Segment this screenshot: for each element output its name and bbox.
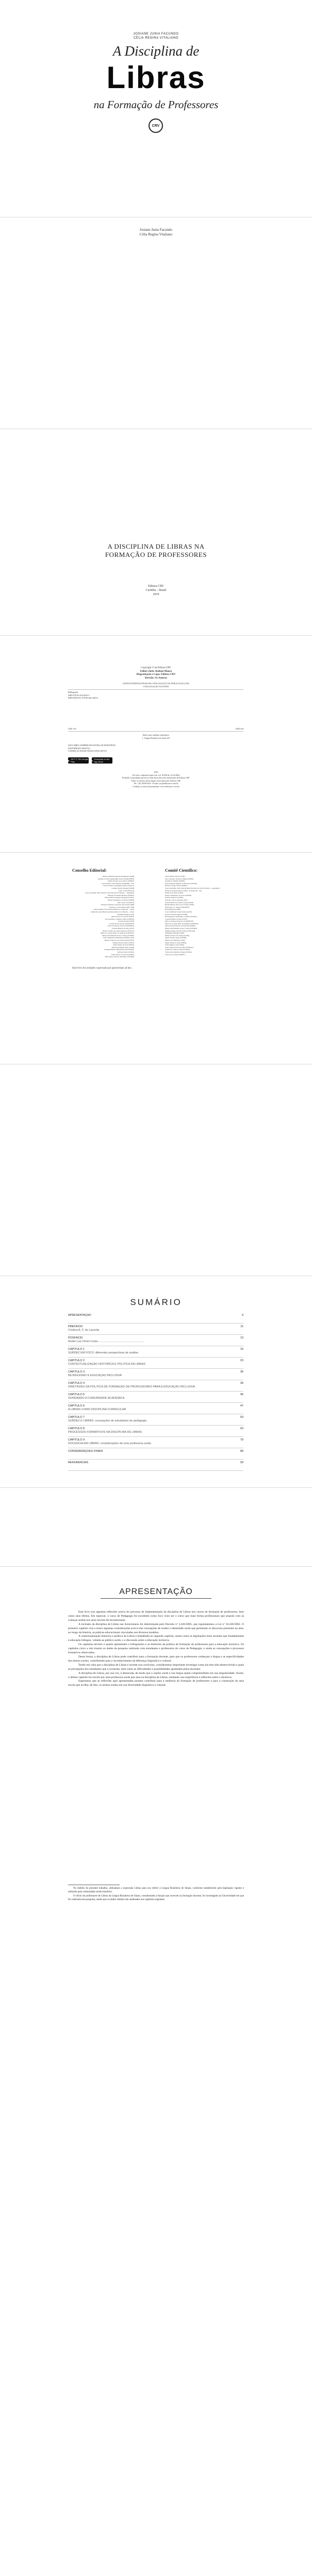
council-member: Leonel Severo Rocha (UNISINOS) xyxy=(109,922,134,925)
toc-entry-title: PREFÁCIO xyxy=(68,1325,83,1328)
council-member: Marcos Vinicius Francisco (UNOESTE) xyxy=(165,920,193,923)
toc-entry-title: CAPÍTULO 7 xyxy=(68,1416,85,1419)
presentation-paragraph: Os capítulos terceiro e quarto apresentam o bilinguismo e as diretrizes da política de formação de professores para a educação inclusiva. Os capítulos cinco a oito trazem os dados da pesquisa realizada com estudantes e professores do curso de Pedagogia, e ainda as concepções e processos formativos observados. xyxy=(68,1643,244,1655)
toc-entry-subtitle: CONTEXTUALIZAÇÃO HISTÓRICA E POLÍTICA DA LIBRAS xyxy=(68,1363,146,1366)
toc-entry[interactable] xyxy=(68,1437,243,1448)
council-member: Tadeu Oliver Gonçalves (UFPA) xyxy=(111,953,134,956)
layout-credit: Diagramação e Capa: Editora CRV xyxy=(136,673,176,676)
council-member: Ilma Passos A. Veiga (UNICEUB) xyxy=(165,906,189,908)
cip-header xyxy=(0,682,312,688)
council-member: Kilwangy Kya Kapitango-a-Samba (Unemat) xyxy=(165,916,197,918)
cip-subtitle: CATALOGAÇÃO NA FONTE xyxy=(143,685,169,688)
toc-entry[interactable] xyxy=(68,1392,243,1403)
cover-author-2: CÉLIA REGINA VITALIANO xyxy=(133,37,179,40)
presentation-paragraph: Esperamos que as reflexões aqui apresentadas possam contribuir para a melhoria da formação de professores e para a construção de uma escola que acolha, de fato, os alunos surdos em sua diversidade linguística e cultural. xyxy=(68,1680,244,1687)
toc-entry-page: 39 xyxy=(240,1382,243,1385)
toc-entry-page: 9 xyxy=(241,1314,243,1317)
council-member: Mônica Pereira dos Santos (UFRJ) xyxy=(165,934,190,937)
toc-entry[interactable] xyxy=(68,1380,243,1392)
toc-entry-page: 89 xyxy=(240,1450,243,1453)
footnote: O ofício de professores de Libras da Língua Brasileira de Sinais, considerando a função que exercem na formação docente, foi investigado na Universidade em que foi realizada esta pesquisa, sendo que os dados obtidos são analisados nos capítulos seguintes. xyxy=(68,1895,244,1901)
half-title-authors xyxy=(0,228,312,237)
council-member: Tania Suely Azevedo Brasileiro (UFOPA) xyxy=(105,956,134,958)
council-member: Lourdes Helena da Silva (UFV) xyxy=(165,918,188,920)
council-member: Altair Alberto Fávero (UPF) xyxy=(165,875,185,877)
toc-entry-title: POSFÁCIO xyxy=(68,1336,83,1340)
council-member: Lídia de Oliveira Xavier (UNIEURO) xyxy=(107,925,134,927)
toc-entry-title: CONSIDERAÇÕES FINAIS xyxy=(68,1450,103,1453)
toc-entry-page: 79 xyxy=(240,1438,243,1442)
council-member: Rodrigo Pratte-Santos (UFES) xyxy=(112,941,134,944)
legal-line-2: Proibida a reprodução parcial ou total desta obra sem autorização da Editora CRV xyxy=(122,776,190,779)
council-member: Diosnel Centurion (Univ Americ. de Asunción – Py) xyxy=(165,889,202,892)
cip-record xyxy=(68,689,243,732)
council-member: Maria de Lourdes Pinto de Almeida (UNOESC) xyxy=(100,932,134,935)
toc-entry-title: CAPÍTULO 3 xyxy=(68,1370,85,1374)
council-member: Josania Portela (UFPI) xyxy=(118,920,134,923)
editorial-council-title: Conselho Editorial: xyxy=(72,868,107,873)
toc-entry[interactable] xyxy=(68,1335,243,1346)
digital-notice-line-2: EM FORMATO DIGITAL. xyxy=(68,747,91,750)
council-member: Solange Helena Ximenes-Rocha (UFOPA) xyxy=(104,948,134,951)
legal-line-4: Tel.: (41) 3039-6418 - E-mail: sac@editoracrv.com.br xyxy=(134,782,178,785)
council-member: Suzana dos Santos Gomes (UFMG) xyxy=(165,948,190,951)
council-member: Nilson José Machado (USP) xyxy=(165,939,185,942)
toc-entry-subtitle: BILINGUISMO E EDUCAÇÃO INCLUSIVA xyxy=(68,1374,122,1377)
half-title-page xyxy=(0,217,312,429)
council-member: Helder Buenos Aires de Carvalho (UFPI) xyxy=(165,904,194,906)
play-icon: ▶ xyxy=(68,759,70,762)
app-notice: CONHEÇA E BAIXE NOSSO APLICATIVO! xyxy=(68,750,107,752)
toc-entry-subtitle: André Luiz Omizi Costa .......................................................... xyxy=(68,1340,144,1343)
blank-page xyxy=(0,1064,312,1276)
council-member: Gláucia Maria dos Santos Jorge (UFOP) xyxy=(165,901,193,904)
scientific-committee-list xyxy=(165,875,253,956)
half-title-author-1: Josiane Junia Facundo xyxy=(140,228,172,232)
council-member: Carlos Federico Dominguez Avila (Unieuro) xyxy=(103,885,134,887)
toc-entry-page: 53 xyxy=(240,1416,243,1419)
council-member: Carmen Tereza Velanga (UNIR) xyxy=(111,887,134,889)
presentation-paragraph: Este livro traz algumas reflexões acerca do processo de implementação da disciplina de Libras nos cursos de formação de professores, bem como seus efeitos. Em especial, o curso de Pedagogia foi escolhido como foco visto ser o curso que mais forma profissionais que atuarão com as crianças surdas nos anos iniciais de escolarização. xyxy=(68,1611,244,1622)
editorial-council-list xyxy=(57,875,134,958)
toc-entry[interactable] xyxy=(68,1414,243,1426)
council-member: Antônio Pereira Gaio Júnior (UFRRJ) xyxy=(107,880,134,883)
council-member: Barbara Coelho Neves (UFBA) xyxy=(165,885,187,887)
toc-entry-subtitle: SONDANDO A COMUNIDADE ACADÊMICA xyxy=(68,1397,125,1400)
presentation-body xyxy=(68,1611,244,1688)
council-member: Maria de Lourdes Pinto de Almeida (UNOESC) xyxy=(165,922,199,925)
presentation-paragraph: A disciplina de Libras, por sua vez, é destacada, de modo que o sujeito surdo e sua língua sejam compreendidos em sua singularidade. Assim, o último capítulo foi escrito por uma professora surda que atua na disciplina de Libras, relatando sua experiência e reflexões sobre a docência. xyxy=(68,1671,244,1679)
council-member: João Adalberto Campato Junior (UNESP) xyxy=(105,918,134,920)
title-page-imprint xyxy=(0,584,312,597)
council-member: Guillermo Arias Beatón (Universidade de La Havana – Cuba) xyxy=(91,910,134,913)
council-member: Elizeu Clementino de Souza (UNEB) xyxy=(165,894,191,896)
presentation-title-rule xyxy=(101,1598,211,1599)
council-member: Maria Lília Imbiriba Sousa Colares (UFOPA) xyxy=(102,934,134,937)
toc-entry-title: APRESENTAÇÃO xyxy=(68,1314,91,1317)
app-store-badge[interactable]: ● Download on the App Store xyxy=(92,757,112,764)
editor-chief: Editor-chefe: Railson Moura xyxy=(140,670,172,673)
cip-cdd: CDD 419 xyxy=(235,727,243,730)
cip-title: DADOS INTERNACIONAIS DE CATALOGAÇÃO NA PUBLICAÇÃO (CIP) xyxy=(123,682,189,685)
toc-divider xyxy=(68,1470,243,1471)
publisher-city: Curitiba – Brasil xyxy=(145,589,167,592)
council-member: Carlos Alberto Vilar Estêvão (UMINHO – PT) xyxy=(101,882,134,885)
toc-entry[interactable] xyxy=(68,1460,243,1471)
toc-entry-page: 11 xyxy=(240,1325,243,1328)
council-member: Andréia da Silva Quintanilha Sousa (UNIR/UFRN) xyxy=(98,877,134,880)
toc-entry-subtitle: SURDEZ EM FOCO: diferentes perspectivas de análise xyxy=(68,1351,139,1354)
title-page-title-line-2: FORMAÇÃO DE PROFESSORES xyxy=(105,551,207,558)
presentation-paragraph: Desta forma, a disciplina de Libras pode contribuir para a formação docente, para que os professores conheçam a língua e as especificidades dos alunos surdos, contribuindo para o reconhecimento da diferença linguística e cultural. xyxy=(68,1655,244,1663)
cip-bibliography: Bibliografia xyxy=(68,691,78,693)
toc-entry-page: 35 xyxy=(240,1370,243,1374)
council-member: Gloria Fariñas León (Universidade de La Havana – Cuba) xyxy=(93,908,134,911)
toc-entry-subtitle: DIRETRIZES DA POLÍTICA DE FORMAÇÃO DE PROFESSORES PARA A EDUCAÇÃO INCLUSIVA xyxy=(68,1385,195,1388)
footnote: No âmbito do presente trabalho, utilizamos a expressão Libras para nos referir à Língua Brasileira de Sinais, conforme estabelecido pela legislação vigente e utilizado pela comunidade surda brasileira. xyxy=(68,1887,244,1893)
title-page xyxy=(0,429,312,635)
review-credit: Revisão: As Autoras xyxy=(144,676,168,680)
council-member: Sérgio Nunes de Jesus (IFRO) xyxy=(165,941,187,944)
toc-entry[interactable] xyxy=(68,1448,243,1460)
council-member: Míghian Danae Ferreira Nunes (UNILAB) xyxy=(165,929,195,932)
publisher-logo: CRV xyxy=(149,118,163,133)
footnotes xyxy=(68,1887,244,1903)
council-member: Helmuth Krüger (UCP) xyxy=(117,913,134,916)
toc-entry-subtitle: Cristina B. F. de Lacerda xyxy=(68,1329,100,1332)
toc-entry[interactable] xyxy=(68,1346,243,1358)
publisher-name: Editora CRV xyxy=(147,585,165,588)
toc-entry-page: 15 xyxy=(240,1348,243,1351)
presentation-paragraph: A contextualização histórica e política da Libras é trabalhada no segundo capítulo, assim como as legislações mais recentes que fundamentam a educação bilíngue, voltada ao público surdo, e a discussão sobre a educação inclusiva. xyxy=(68,1635,244,1642)
toc-entry-title: CAPÍTULO 6 xyxy=(68,1404,85,1408)
toc-entry-subtitle: SURDEZ E LIBRAS: concepções de estudantes de pedagogia xyxy=(68,1419,147,1422)
digital-notice-line-1: ESTA OBRA TAMBÉM ENCONTRA-SE DISPONÍVEL xyxy=(68,744,116,747)
toc-entry[interactable] xyxy=(68,1369,243,1380)
cover-page xyxy=(0,0,312,216)
council-member: Francisco Carlos Duarte (PUC-PR) xyxy=(109,906,134,908)
toc-entry-title: REFERÊNCIAS xyxy=(68,1461,89,1464)
publication-year: 2019 xyxy=(153,593,159,596)
toc-entry-title: CAPÍTULO 9 xyxy=(68,1438,85,1442)
council-member: Fernando Antônio Gonçalves Alcoforado (IPB) xyxy=(101,904,134,906)
council-member: José de Ribamar Sousa Pereira (UCB) xyxy=(165,910,192,913)
council-member: Jailson Alves dos Santos (UFRJ) xyxy=(111,916,134,918)
half-title-author-2: Célia Regina Vitaliano xyxy=(139,232,173,236)
toc-title: SUMÁRIO xyxy=(130,1297,182,1307)
council-member: Maria Eurácia Barreto de Andrade (UFRB) xyxy=(165,925,195,927)
toc-entry[interactable] xyxy=(68,1426,243,1437)
council-member: Ana Chrystina Venancio Mignot (UERJ) xyxy=(165,877,194,880)
index-title: Índice para catálogo sistemático xyxy=(142,734,170,736)
apple-icon: ● xyxy=(92,759,93,762)
digital-notice xyxy=(68,744,171,753)
cip-cdu: CDU 376 xyxy=(68,727,76,730)
council-member: Vera Lucia Gaspar (UDESC) xyxy=(165,953,186,956)
copyright-credits xyxy=(0,667,312,680)
toc-entry-page: 13 xyxy=(240,1336,243,1340)
council-member: Cesar Gerónimo Tello (Universidad Nacional de Três de Febrero – Argentina) xyxy=(165,887,220,889)
council-member: Simone Rodrigues Pinto (UNB) xyxy=(111,946,134,948)
presentation-title: APRESENTAÇÃO xyxy=(119,1587,193,1596)
council-member: Maria Cristina dos Santos Bezerra (UFSCar) xyxy=(103,929,134,932)
legal-line-5: Conheça os nossos lançamentos: www.editoracrv.com.br xyxy=(133,785,179,788)
legal-line-3: Todos os direitos desta edição reservados pela: Editora CRV xyxy=(131,779,181,782)
app-badges xyxy=(68,757,112,764)
council-member: Vânia Alves Martins Chaigar (FURG) xyxy=(165,951,192,953)
council-member: Eduardo Fernandes Barbosa (UFMG) xyxy=(107,894,134,896)
scientific-committee-title: Comitê Científico: xyxy=(165,868,198,873)
toc-entry-subtitle: PROCESSOS FORMATIVOS NA DISCIPLINA DE LIBRAS xyxy=(68,1431,142,1434)
cover-title-line-3: na Formação de Professores xyxy=(93,98,219,111)
cover-authors xyxy=(0,32,312,40)
cip-isbn-print: ISBN 978-85-444-3633-3 xyxy=(68,693,90,697)
council-member: Sérgio Nunes de Jesus (IFRO) xyxy=(112,944,134,946)
toc-entry-title: CAPÍTULO 4 xyxy=(68,1382,85,1385)
toc-entry[interactable] xyxy=(68,1324,243,1335)
legal-year: 2019 xyxy=(154,771,158,773)
google-play-badge[interactable]: ▶ GET IT ON Google Play xyxy=(68,758,88,763)
council-member: Anna Augusta Sampaio de Oliveira (UNESP) xyxy=(165,882,197,885)
presentation-paragraph: Tendo em vista que a disciplina de Libras é recente nos currículos, consideramos importante investigar como ela tem sido desenvolvida e quais as percepções dos estudantes que a cursaram, bem como as dificuldades e possibilidades apontadas pelos docentes. xyxy=(68,1663,244,1671)
council-member: Jussara Fraga Portugal (UNEB) xyxy=(165,913,188,916)
toc-entry[interactable] xyxy=(68,1403,243,1414)
toc-entry-page: 47 xyxy=(240,1404,243,1408)
toc-entry-title: CAPÍTULO 5 xyxy=(68,1393,85,1396)
toc-entry-subtitle: DOCÊNCIA EM LIBRAS: considerações de uma professora surda xyxy=(68,1442,151,1445)
council-member: Paulo Romualdo Hernandes (UNIFAL-MG) xyxy=(103,937,134,939)
legal-line-1: Foi feito o depósito legal conf. Lei 10.994 de 14/12/2004 xyxy=(132,773,180,776)
toc-entry-subtitle: A LIBRAS COMO DISCIPLINA CURRICULAR xyxy=(68,1408,126,1411)
copyright-page xyxy=(0,636,312,852)
copyright-line: Copyright © da Editora CRV xyxy=(141,667,171,669)
council-member: Aldira Guimarães Duarte Domínguez (UNB) xyxy=(102,875,134,877)
council-member: Elizeu Clementino de Souza (UNEB) xyxy=(108,899,134,901)
cover-title-line-2: Libras xyxy=(106,60,206,95)
council-member: Inês Bragança (UERJ) xyxy=(165,908,181,911)
toc-entry-title: CAPÍTULO 1 xyxy=(68,1348,85,1351)
legal-block xyxy=(0,771,312,788)
council-member: Maria Lília Imbiriba Sousa Colares (UFOPA) xyxy=(165,927,197,930)
title-page-title xyxy=(0,543,312,559)
title-page-title-line-1: A DISCIPLINA DE LIBRAS NA xyxy=(107,543,205,550)
index-item: 1. Língua Brasileira de sinais 419 xyxy=(142,736,170,739)
toc-entry-page: 45 xyxy=(240,1393,243,1396)
toc-entry-page: 93 xyxy=(240,1461,243,1464)
council-member: Andréia N. Militão (UEMS) xyxy=(165,880,185,883)
council-member: Élsio José Corá (UFFS) xyxy=(117,901,134,904)
cover-title-line-1: A Disciplina de xyxy=(112,43,200,59)
council-member: Sydione Santos (UEPG) xyxy=(117,951,134,953)
presentation-paragraph: A inclusão da disciplina de Libras nas licenciaturas foi determinada pelo Decreto nº 5.626/2005, que regulamentou a Lei nº 10.436/2002. O primeiro capítulo visa a trazer algumas considerações acerca das concepções de surdez e identidade surda que permeiam os discursos presentes na área, ao longo da história, as práticas educacionais vinculadas aos diversos modelos. xyxy=(68,1622,244,1634)
toc-list xyxy=(68,1312,243,1471)
cip-isbn-digital: ISBN DIGITAL 978-85-444-3632-6 xyxy=(68,697,98,699)
council-page xyxy=(0,853,312,1064)
cover-author-1: JOSIANE JUNIA FACUNDO xyxy=(133,32,179,36)
index-block xyxy=(0,734,312,739)
toc-entry[interactable] xyxy=(68,1312,243,1324)
toc-entry-page: 23 xyxy=(240,1359,243,1362)
council-member: Celso Conti (UFSCar) xyxy=(118,889,134,892)
toc-entry-page: 63 xyxy=(240,1427,243,1430)
toc-entry[interactable] xyxy=(68,1358,243,1369)
council-member: Fauston Negreiros (UFPI) xyxy=(165,896,184,899)
toc-entry-title: CAPÍTULO 8 xyxy=(68,1427,85,1430)
council-member: Silvia Regina Canan (URI) xyxy=(165,944,184,946)
council-member: Sonia Maria Ferreira Koehler (UNISAL) xyxy=(165,946,194,948)
council-member: Lourdes Helena da Silva (UFV) xyxy=(111,927,134,930)
council-member: Francisco Ari de Andrade (UFC) xyxy=(165,899,188,901)
council-member: Elione Maria Nogueira Diogenes (UFAL) xyxy=(105,896,134,899)
council-member: Najela Tavares Ujiie (UTFPR) xyxy=(165,937,187,939)
council-member: Mohammed Elhajji (UFRJ) xyxy=(165,932,185,935)
review-note: Este livro foi avaliado e aprovado por pareceristas ad hoc. xyxy=(72,967,133,970)
council-member: Renato Francisco dos Santos Paula (UFG) xyxy=(104,939,134,942)
toc-entry-title: CAPÍTULO 2 xyxy=(68,1359,85,1362)
council-member: Eliane Rose Maio (UEM) xyxy=(165,892,183,894)
council-member: Cesar Gerónimo Tello (Univer. Nacional Três de Febrero – Argentina) xyxy=(85,892,134,894)
